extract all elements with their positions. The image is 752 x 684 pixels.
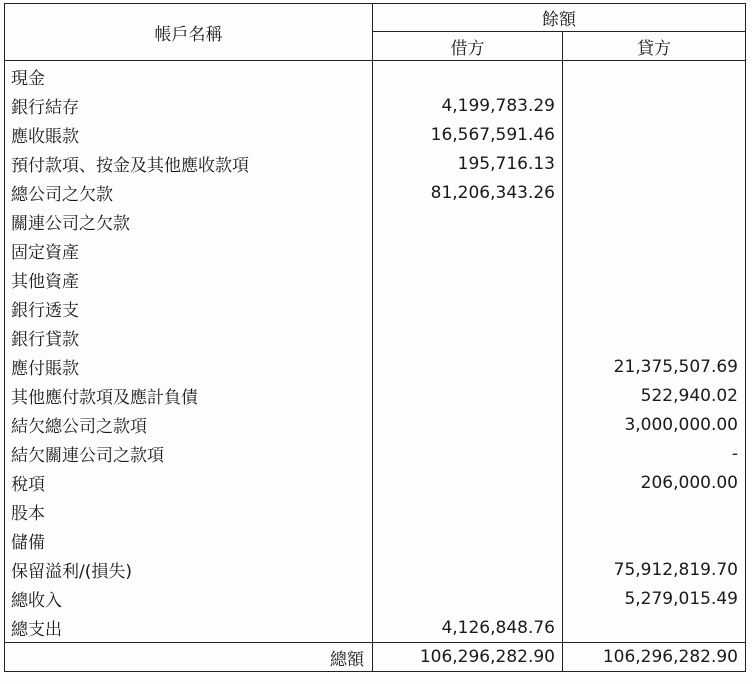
account-name-cell: 應收賬款	[5, 120, 373, 149]
credit-cell: 75,912,819.70	[563, 555, 746, 584]
account-name-cell: 銀行貸款	[5, 323, 373, 352]
credit-cell: 5,279,015.49	[563, 584, 746, 613]
credit-cell	[563, 497, 746, 526]
table-row	[5, 352, 746, 381]
account-name-cell: 結欠總公司之款項	[5, 410, 373, 439]
debit-cell	[373, 410, 563, 439]
account-rows	[5, 61, 746, 643]
table-row	[5, 294, 746, 323]
credit-cell	[563, 61, 746, 92]
account-name-cell: 儲備	[5, 526, 373, 555]
credit-cell: -	[563, 439, 746, 468]
account-name-cell: 其他資產	[5, 265, 373, 294]
table-row	[5, 61, 746, 92]
account-name-cell: 預付款項、按金及其他應收款項	[5, 149, 373, 178]
debit-cell	[373, 61, 563, 92]
debit-cell	[373, 555, 563, 584]
credit-cell	[563, 613, 746, 643]
account-name-cell: 股本	[5, 497, 373, 526]
table-row	[5, 323, 746, 352]
table-row	[5, 178, 746, 207]
table-row	[5, 381, 746, 410]
credit-cell	[563, 149, 746, 178]
table-row	[5, 91, 746, 120]
table-row	[5, 497, 746, 526]
credit-cell	[563, 526, 746, 555]
credit-cell	[563, 120, 746, 149]
debit-cell	[373, 526, 563, 555]
debit-cell: 4,199,783.29	[373, 91, 563, 120]
debit-cell	[373, 439, 563, 468]
debit-cell	[373, 236, 563, 265]
table-row	[5, 236, 746, 265]
table-row	[5, 207, 746, 236]
credit-cell	[563, 265, 746, 294]
credit-cell	[563, 178, 746, 207]
total-label: 總額	[5, 643, 373, 672]
table-row	[5, 439, 746, 468]
debit-cell: 81,206,343.26	[373, 178, 563, 207]
table-row	[5, 584, 746, 613]
account-name-cell: 關連公司之欠款	[5, 207, 373, 236]
table-row	[5, 149, 746, 178]
credit-cell: 21,375,507.69	[563, 352, 746, 381]
header-credit: 貸方	[563, 32, 746, 61]
debit-cell	[373, 265, 563, 294]
account-name-cell: 總支出	[5, 613, 373, 643]
debit-cell	[373, 497, 563, 526]
table-row	[5, 410, 746, 439]
credit-cell	[563, 294, 746, 323]
debit-cell	[373, 381, 563, 410]
credit-cell: 522,940.02	[563, 381, 746, 410]
total-credit: 106,296,282.90	[563, 643, 746, 672]
header-debit: 借方	[373, 32, 563, 61]
debit-cell: 4,126,848.76	[373, 613, 563, 643]
debit-cell	[373, 207, 563, 236]
table-row	[5, 613, 746, 643]
table-row	[5, 120, 746, 149]
table-row	[5, 265, 746, 294]
debit-cell	[373, 468, 563, 497]
account-name-cell: 結欠關連公司之款項	[5, 439, 373, 468]
debit-cell	[373, 294, 563, 323]
trial-balance-table	[4, 3, 746, 672]
table-row	[5, 555, 746, 584]
debit-cell	[373, 352, 563, 381]
debit-cell	[373, 584, 563, 613]
header-balance: 餘額	[373, 4, 746, 32]
credit-cell	[563, 236, 746, 265]
total-row	[5, 643, 746, 672]
total-debit: 106,296,282.90	[373, 643, 563, 672]
account-name-cell: 稅項	[5, 468, 373, 497]
table-row	[5, 468, 746, 497]
account-name-cell: 保留溢利/(損失)	[5, 555, 373, 584]
account-name-cell: 應付賬款	[5, 352, 373, 381]
debit-cell	[373, 323, 563, 352]
account-name-cell: 現金	[5, 61, 373, 92]
account-name-cell: 總公司之欠款	[5, 178, 373, 207]
table-row	[5, 526, 746, 555]
credit-cell	[563, 207, 746, 236]
credit-cell	[563, 323, 746, 352]
credit-cell	[563, 91, 746, 120]
debit-cell: 16,567,591.46	[373, 120, 563, 149]
credit-cell: 3,000,000.00	[563, 410, 746, 439]
account-name-cell: 總收入	[5, 584, 373, 613]
account-name-cell: 銀行結存	[5, 91, 373, 120]
header-account-name: 帳戶名稱	[5, 4, 373, 61]
account-name-cell: 固定資產	[5, 236, 373, 265]
account-name-cell: 其他應付款項及應計負債	[5, 381, 373, 410]
credit-cell: 206,000.00	[563, 468, 746, 497]
account-name-cell: 銀行透支	[5, 294, 373, 323]
debit-cell: 195,716.13	[373, 149, 563, 178]
